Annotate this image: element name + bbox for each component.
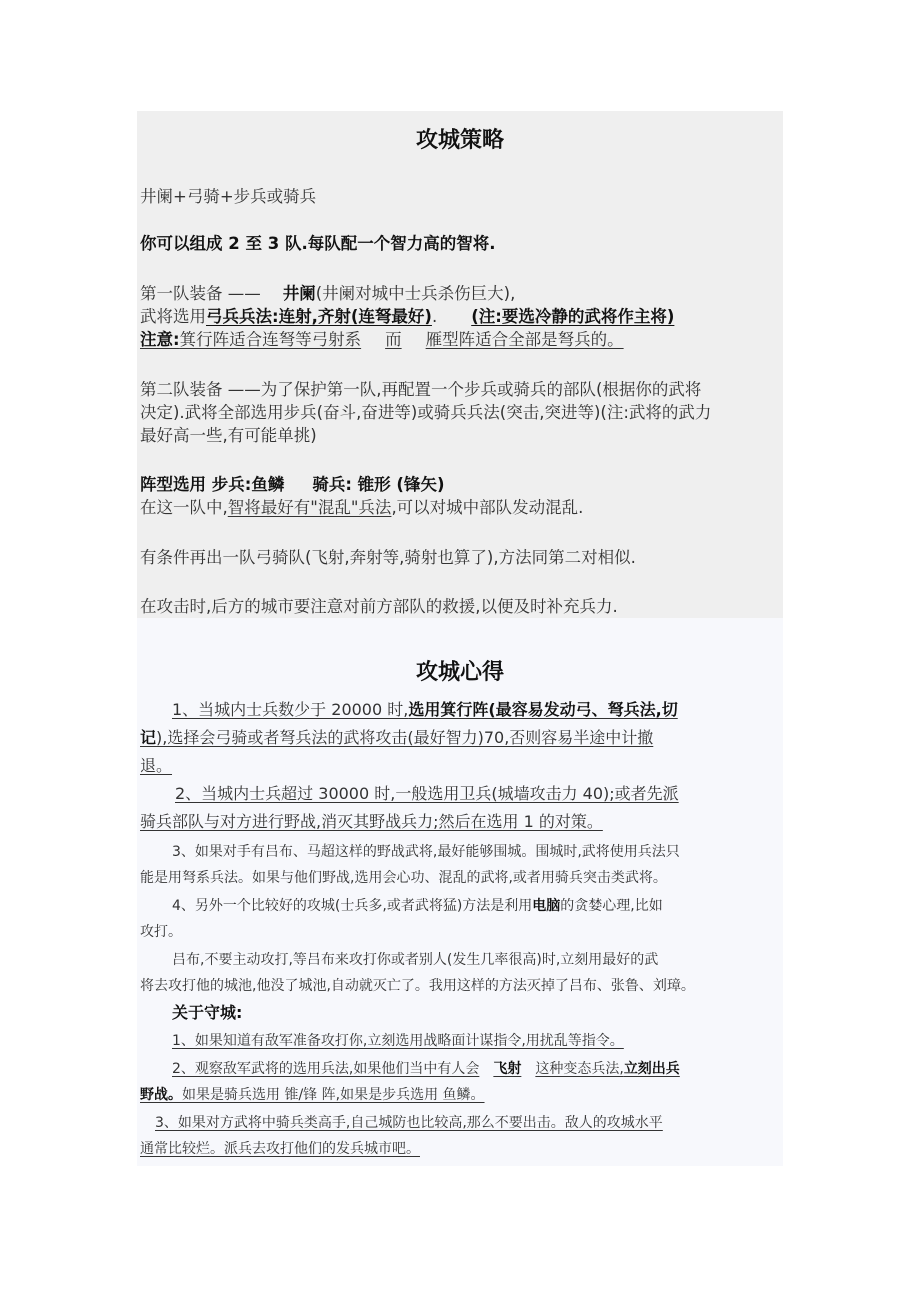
p4-c: 的贪婪心理,比如	[560, 898, 663, 914]
defense-2-line-2	[140, 1084, 485, 1106]
p1-line-3: 退。	[140, 756, 173, 775]
p1-c: 记	[140, 728, 157, 747]
team1-note: (井阑对城中士兵杀伤巨大),	[315, 284, 516, 303]
team1-line-1	[140, 283, 515, 305]
experience-section	[137, 618, 783, 1166]
formation-cavalry: 骑兵: 锥形 (锋矢)	[312, 475, 445, 494]
p1-b: 选用箕行阵(最容易发动弓、弩兵法,切	[408, 700, 678, 719]
team1-general-label: 武将选用	[140, 307, 206, 326]
team1-tactics: 弓兵兵法:连射,齐射(连弩最好)	[206, 307, 432, 326]
section-title-experience: 攻城心得	[415, 660, 504, 685]
p1-a: 1、当城内士兵数少于 20000 时,	[172, 700, 409, 719]
defense-3-line-1: 3、如果对方武将中骑兵类高手,自己城防也比较高,那么不要出击。敌人的攻城水平	[155, 1115, 663, 1131]
p1-line-1	[172, 699, 678, 721]
attention-label: 注意:	[140, 330, 180, 349]
p1-d: ),选择会弓骑或者弩兵法的武将攻击(最好智力)70,否则容易半途中计撤	[156, 728, 654, 747]
p3-line-1: 3、如果对手有吕布、马超这样的野战武将,最好能够围城。围城时,武将使用兵法只	[172, 844, 680, 860]
strategy-section	[137, 111, 783, 618]
team2-line-2: 决定).武将全部选用步兵(奋斗,奋进等)或骑兵兵法(突击,突进等)(注:武将的武力	[140, 403, 712, 422]
team2-line-3: 最好高一些,有可能单挑)	[140, 426, 317, 445]
section-title-strategy: 攻城策略	[415, 128, 504, 153]
d2-flying-shot: 飞射	[493, 1061, 522, 1077]
team1-period: .	[431, 307, 438, 326]
team1-line-2	[140, 306, 674, 328]
defense-title: 关于守城:	[172, 1003, 243, 1022]
d2-d: 立刻出兵	[623, 1061, 680, 1077]
formation-line	[140, 474, 445, 496]
p2-line-2: 骑兵部队与对方进行野战,消灭其野战兵力;然后在选用 1 的对策。	[140, 812, 603, 831]
p4-a: 4、另外一个比较好的攻城(士兵多,或者武将猛)方法是利用	[172, 898, 533, 914]
p5-line-1: 吕布,不要主动攻打,等吕布来攻打你或者别人(发生几率很高)时,立刻用最好的武	[172, 952, 659, 968]
defense-1: 1、如果知道有敌军准备攻打你,立刻选用战略面计谋指令,用扰乱等指令。	[172, 1033, 624, 1049]
chaos-a: 在这一队中,	[140, 498, 228, 517]
p4-line-2: 攻打。	[140, 924, 182, 940]
p4-computer: 电脑	[532, 898, 561, 914]
p2-line-1: 2、当城内士兵超过 30000 时,一般选用卫兵(城墙攻击力 40);或者先派	[175, 784, 679, 803]
p5-line-2: 将去攻打他的城池,他没了城池,自动就灭亡了。我用这样的方法灭掉了吕布、张鲁、刘璋。	[140, 978, 695, 994]
chaos-b: 智将最好有"混乱"兵法	[227, 498, 392, 517]
chaos-c: ,可以对城中部队发动混乱.	[391, 498, 584, 517]
chaos-line	[140, 497, 583, 519]
p1-line-2	[140, 727, 653, 749]
team1-label: 第一队装备 ——	[140, 284, 261, 303]
attention-text-b: 而	[385, 330, 402, 349]
attention-text-c: 雁型阵适合全部是弩兵的。	[425, 330, 624, 349]
team1-line-3	[140, 329, 624, 351]
team1-commander-note: (注:要选冷静的武将作主将)	[471, 307, 675, 326]
d2-c: 这种变态兵法,	[535, 1061, 624, 1077]
defense-3-line-2: 通常比较烂。派兵去攻打他们的发兵城市吧。	[140, 1141, 420, 1157]
team1-equipment: 井阑	[282, 284, 316, 303]
d2-e: 野战。	[140, 1087, 182, 1103]
extra-line: 有条件再出一队弓骑队(飞射,奔射等,骑射也算了),方法同第二对相似.	[140, 548, 636, 567]
attention-text-a: 箕行阵适合连弩等弓射系	[179, 330, 362, 349]
intro-line: 井阑+弓骑+步兵或骑兵	[140, 187, 317, 206]
p3-line-2: 能是用弩系兵法。如果与他们野战,选用会心功、混乱的武将,或者用骑兵突击类武将。	[140, 870, 667, 886]
defense-2-line-1	[172, 1058, 680, 1080]
d2-a: 2、观察敌军武将的选用兵法,如果他们当中有人会	[172, 1061, 480, 1077]
summary-line: 你可以组成 2 至 3 队.每队配一个智力高的智将.	[140, 234, 496, 253]
support-line: 在攻击时,后方的城市要注意对前方部队的救援,以便及时补充兵力.	[140, 597, 618, 616]
d2-f: 如果是骑兵选用 锥/锋 阵,如果是步兵选用 鱼鳞。	[182, 1087, 485, 1103]
p4-line-1	[172, 895, 663, 917]
team2-line-1: 第二队装备 ——为了保护第一队,再配置一个步兵或骑兵的部队(根据你的武将	[140, 380, 702, 399]
formation-infantry: 阵型选用 步兵:鱼鳞	[140, 475, 285, 494]
